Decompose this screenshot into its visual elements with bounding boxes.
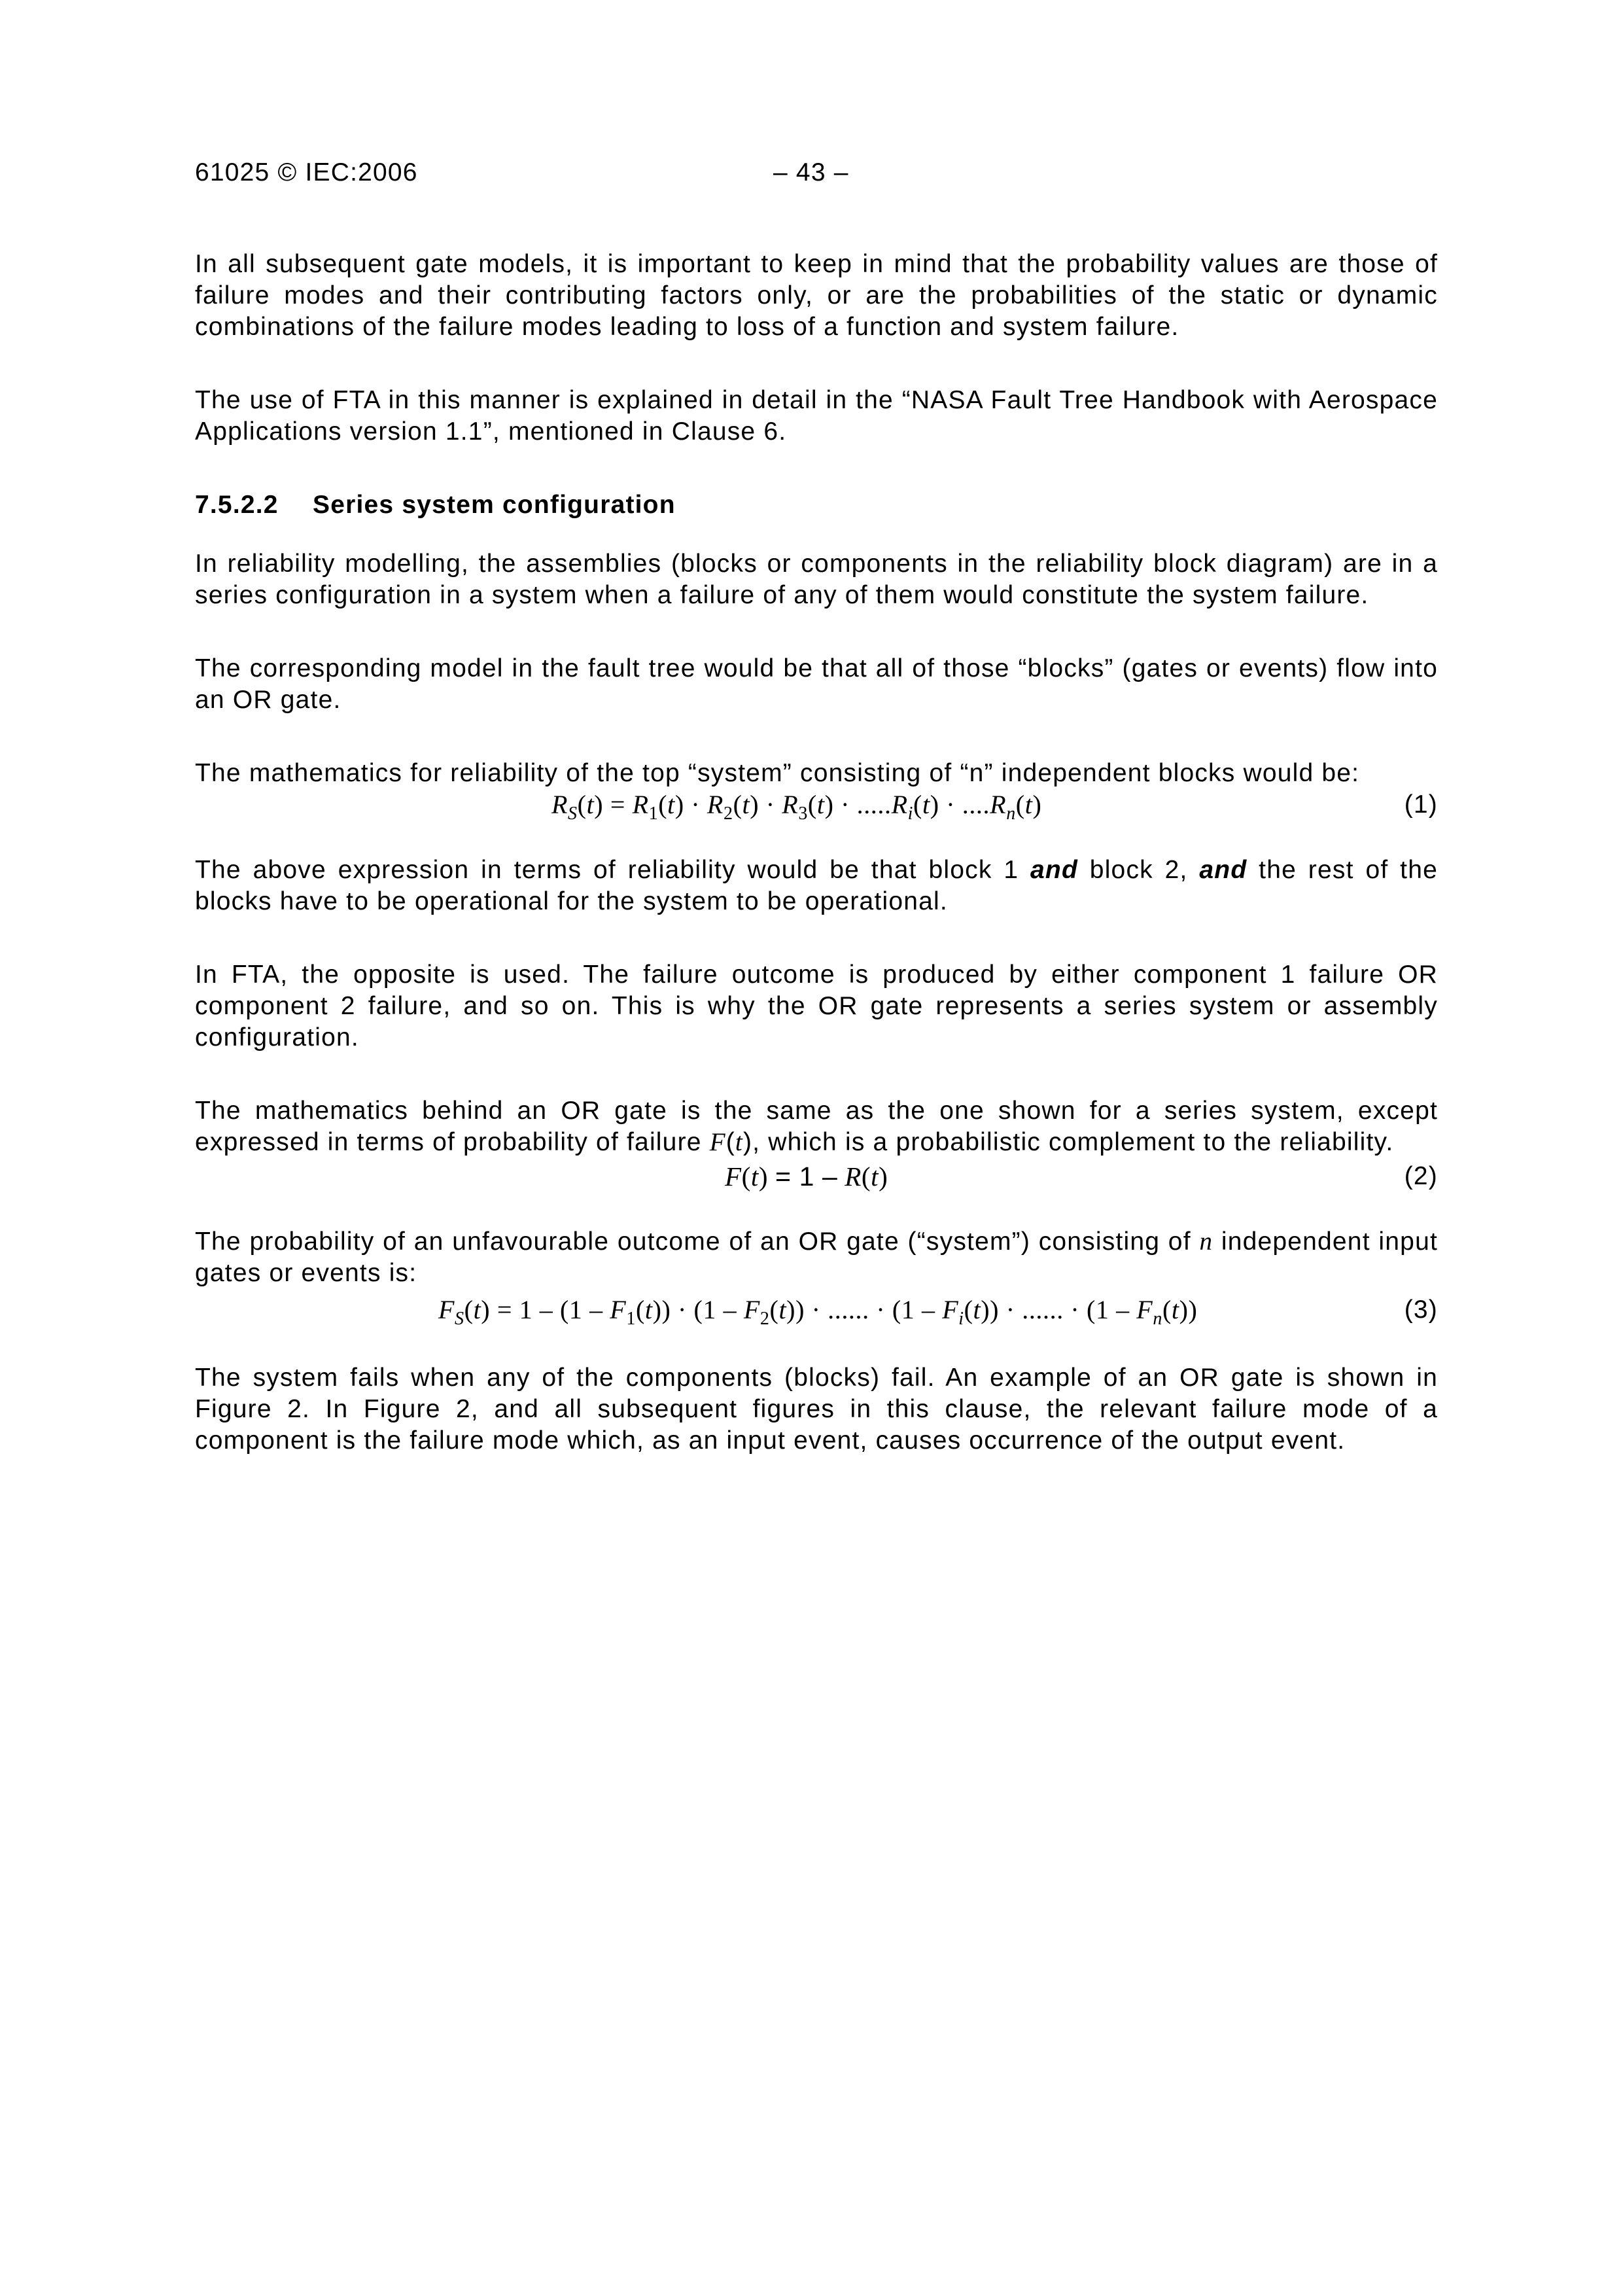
paragraph-fta-opposite: In FTA, the opposite is used. The failure outcome is produced by either component 1 failure OR component 2 failure, and so on. This is why the OR gate represents a series system or assembly configuration. <box>195 961 1438 1051</box>
paragraph-unfavourable-outcome <box>195 1226 1438 1289</box>
equation-3-number: (3) <box>1404 1296 1438 1324</box>
equation-1 <box>195 789 1438 830</box>
p6-text-b: block 2, <box>1077 856 1200 884</box>
p8-ft-symbol: F <box>709 1128 726 1156</box>
p8-text-a: The mathematics behind an OR gate is the same as the one shown for a series system, except expressed in terms of probability of failure <box>195 1097 1438 1156</box>
paragraph-reliability-expression <box>195 855 1438 917</box>
equation-1-formula: $R_S(t) = R_1(t) \cdot R_2(t) \cdot R_3(t) \cdot .....R_i(t) \cdot ....R_n(t)$ <box>551 790 1042 824</box>
p9-variable-n: n <box>1199 1227 1213 1256</box>
p6-and-1: and <box>1030 856 1078 884</box>
p6-text-a: The above expression in terms of reliability would be that block 1 <box>195 856 1031 884</box>
p9-text-a: The probability of an unfavourable outcome of an OR gate (“system”) consisting of <box>195 1227 1200 1256</box>
header-page-number: – 43 – <box>773 158 849 186</box>
equation-3 <box>195 1294 1438 1335</box>
equation-1-number: (1) <box>1404 790 1438 819</box>
paragraph-mathematics-reliability: The mathematics for reliability of the top “system” consisting of “n” independent blocks would be: <box>195 759 1360 787</box>
header-document-id: 61025 © IEC:2006 <box>195 158 418 186</box>
paragraph-fault-tree-model: The corresponding model in the fault tree would be that all of those “blocks” (gates or events) flow into an OR gate. <box>195 654 1438 714</box>
document-body <box>195 249 1438 1498</box>
section-heading <box>195 489 1438 521</box>
equation-3-formula: $F_S(t) = 1 - (1 - F_1(t)) \cdot (1 - F_2(t))$ · ...... · $(1 - F_i(t))$ · ...... · $(1 - F_n(t))$ <box>438 1295 1198 1329</box>
paragraph-or-gate-mathematics: The mathematics behind an OR gate is the same as the one shown for a series system, except expressed in terms of probability of failure F(t), which is a probabilistic complement to the reliability. <box>195 1097 1438 1156</box>
paragraph-gate-models: In all subsequent gate models, it is important to keep in mind that the probability values are those of failure modes and their contributing factors only, or are the probabilities of the static or dynamic combinations of the failure modes leading to loss of a function and system failure. <box>195 250 1438 341</box>
page-header <box>195 157 849 190</box>
section-title: Series system configuration <box>313 491 676 519</box>
equation-2-number: (2) <box>1404 1162 1438 1190</box>
p6-and-2: and <box>1199 856 1248 884</box>
paragraph-nasa-handbook: The use of FTA in this manner is explained in detail in the “NASA Fault Tree Handbook with Aerospace Applications version 1.1”, mentioned in Clause 6. <box>195 386 1438 446</box>
equation-2 <box>195 1161 1438 1201</box>
equation-2-formula: F(t) = 1 – R(t) <box>725 1161 888 1192</box>
section-number: 7.5.2.2 <box>195 491 279 519</box>
p8-text-b: , which is a probabilistic complement to the reliability. <box>752 1128 1394 1156</box>
p6-text-c: the rest of the blocks have to be operational for the system to be operational. <box>195 856 1439 915</box>
paragraph-system-fails: The system fails when any of the components (blocks) fail. An example of an OR gate is shown in Figure 2. In Figure 2, and all subsequent figures in this clause, the relevant failure mode of a component is the failure mode which, as an input event, causes occurrence of the output event. <box>195 1364 1438 1455</box>
p9-text-b: independent input gates or events is: <box>195 1227 1438 1287</box>
paragraph-series-configuration: In reliability modelling, the assemblies (blocks or components in the reliability block diagram) are in a series configuration in a system when a failure of any of them would constitute the system failure. <box>195 550 1438 609</box>
